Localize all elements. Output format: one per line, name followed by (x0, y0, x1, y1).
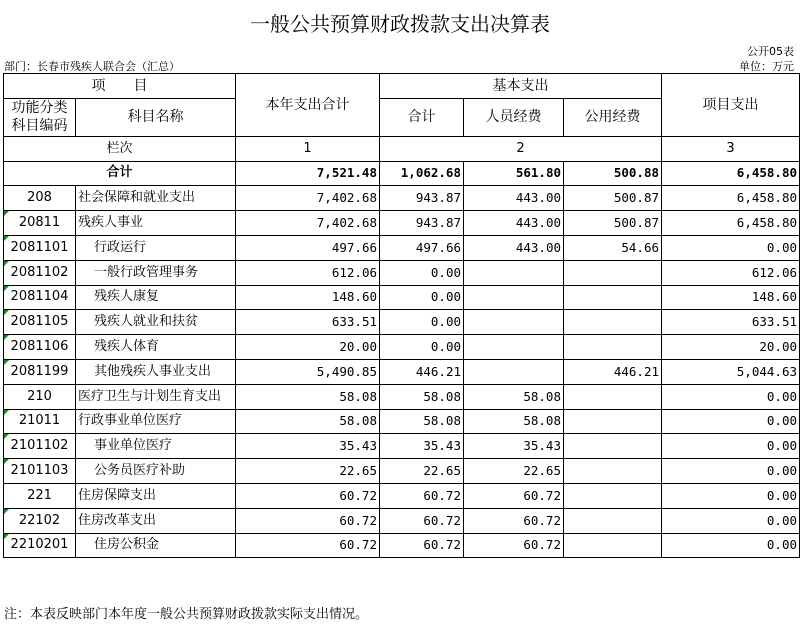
row-basic-total: 0.00 (380, 335, 464, 360)
table-row (4, 211, 800, 236)
row-public (564, 310, 662, 335)
row-code: 2081102 (4, 260, 76, 285)
row-code: 20811 (4, 211, 76, 236)
row-public: 500.87 (564, 186, 662, 211)
row-basic-total: 0.00 (380, 285, 464, 310)
row-total: 60.72 (236, 508, 380, 533)
row-code: 2210201 (4, 533, 76, 558)
row-name: 住房改革支出 (76, 508, 236, 533)
row-project: 6,458.80 (662, 186, 800, 211)
row-basic-total: 58.08 (380, 384, 464, 409)
public-header: 公用经费 (564, 98, 662, 136)
unit-label: 单位：万元 (739, 60, 794, 73)
row-personnel: 443.00 (464, 186, 564, 211)
row-total: 60.72 (236, 483, 380, 508)
row-code: 2081101 (4, 235, 76, 260)
row-name: 残疾人康复 (76, 285, 236, 310)
column-no-3: 3 (662, 136, 800, 161)
footnote: 注：本表反映部门本年度一般公共预算财政拨款实际支出情况。 (4, 607, 369, 622)
department-label: 部门：长春市残疾人联合会（汇总） (4, 60, 180, 73)
table-row (4, 409, 800, 434)
row-project: 0.00 (662, 459, 800, 484)
row-name: 行政运行 (76, 235, 236, 260)
row-project: 0.00 (662, 508, 800, 533)
row-total: 633.51 (236, 310, 380, 335)
row-public: 54.66 (564, 235, 662, 260)
table-row (4, 235, 800, 260)
row-personnel: 60.72 (464, 533, 564, 558)
row-personnel: 443.00 (464, 211, 564, 236)
row-project: 148.60 (662, 285, 800, 310)
row-personnel (464, 260, 564, 285)
row-personnel: 35.43 (464, 434, 564, 459)
row-project: 612.06 (662, 260, 800, 285)
basic-total-header: 合计 (380, 98, 464, 136)
row-public (564, 459, 662, 484)
table-row (4, 310, 800, 335)
row-public (564, 508, 662, 533)
page-title: 一般公共预算财政拨款支出决算表 (250, 12, 550, 36)
row-total: 58.08 (236, 409, 380, 434)
row-public (564, 409, 662, 434)
row-code: 2081106 (4, 335, 76, 360)
row-basic-total: 497.66 (380, 235, 464, 260)
row-name: 一般行政管理事务 (76, 260, 236, 285)
row-basic-total: 0.00 (380, 260, 464, 285)
row-code: 22102 (4, 508, 76, 533)
table-row (4, 434, 800, 459)
row-project: 633.51 (662, 310, 800, 335)
summary-label: 合计 (4, 161, 236, 186)
row-code: 2101103 (4, 459, 76, 484)
row-total: 20.00 (236, 335, 380, 360)
personnel-header: 人员经费 (464, 98, 564, 136)
row-total: 7,402.68 (236, 211, 380, 236)
column-no-label: 栏次 (4, 136, 236, 161)
row-basic-total: 446.21 (380, 359, 464, 384)
row-personnel: 60.72 (464, 483, 564, 508)
expenditure-table (3, 73, 800, 558)
row-name: 事业单位医疗 (76, 434, 236, 459)
row-basic-total: 0.00 (380, 310, 464, 335)
row-public (564, 285, 662, 310)
row-public (564, 335, 662, 360)
row-name: 行政事业单位医疗 (76, 409, 236, 434)
summary-basic-total: 1,062.68 (380, 161, 464, 186)
row-public (564, 260, 662, 285)
row-code: 2101102 (4, 434, 76, 459)
summary-total: 7,521.48 (236, 161, 380, 186)
row-total: 22.65 (236, 459, 380, 484)
row-name: 医疗卫生与计划生育支出 (76, 384, 236, 409)
table-row (4, 186, 800, 211)
basic-header: 基本支出 (380, 74, 662, 99)
row-total: 58.08 (236, 384, 380, 409)
row-basic-total: 60.72 (380, 483, 464, 508)
row-basic-total: 60.72 (380, 533, 464, 558)
table-row (4, 359, 800, 384)
row-basic-total: 60.72 (380, 508, 464, 533)
row-project: 6,458.80 (662, 211, 800, 236)
row-total: 7,402.68 (236, 186, 380, 211)
row-project: 0.00 (662, 483, 800, 508)
row-personnel (464, 335, 564, 360)
row-project: 0.00 (662, 235, 800, 260)
row-public (564, 533, 662, 558)
row-name: 残疾人体育 (76, 335, 236, 360)
table-code: 公开05表 (747, 45, 794, 58)
row-project: 0.00 (662, 384, 800, 409)
row-public (564, 483, 662, 508)
row-name: 残疾人就业和扶贫 (76, 310, 236, 335)
row-name: 其他残疾人事业支出 (76, 359, 236, 384)
row-code: 221 (4, 483, 76, 508)
row-basic-total: 22.65 (380, 459, 464, 484)
row-public: 500.87 (564, 211, 662, 236)
row-project: 20.00 (662, 335, 800, 360)
row-public (564, 434, 662, 459)
summary-project: 6,458.80 (662, 161, 800, 186)
row-personnel: 443.00 (464, 235, 564, 260)
table-row (4, 384, 800, 409)
row-basic-total: 943.87 (380, 186, 464, 211)
row-code: 2081104 (4, 285, 76, 310)
project-header: 项目支出 (662, 74, 800, 137)
row-basic-total: 943.87 (380, 211, 464, 236)
row-total: 60.72 (236, 533, 380, 558)
row-total: 148.60 (236, 285, 380, 310)
row-public: 446.21 (564, 359, 662, 384)
row-personnel (464, 310, 564, 335)
summary-personnel: 561.80 (464, 161, 564, 186)
table-row (4, 335, 800, 360)
row-total: 612.06 (236, 260, 380, 285)
summary-public: 500.88 (564, 161, 662, 186)
total-current-header: 本年支出合计 (236, 74, 380, 137)
table-row (4, 483, 800, 508)
row-personnel: 22.65 (464, 459, 564, 484)
table-row (4, 285, 800, 310)
row-personnel: 60.72 (464, 508, 564, 533)
row-total: 497.66 (236, 235, 380, 260)
row-code: 21011 (4, 409, 76, 434)
row-project: 0.00 (662, 533, 800, 558)
func-code-header: 功能分类 科目编码 (4, 98, 76, 136)
row-name: 住房保障支出 (76, 483, 236, 508)
row-public (564, 384, 662, 409)
row-code: 208 (4, 186, 76, 211)
row-personnel (464, 359, 564, 384)
row-code: 2081105 (4, 310, 76, 335)
row-project: 5,044.63 (662, 359, 800, 384)
row-personnel: 58.08 (464, 384, 564, 409)
row-name: 住房公积金 (76, 533, 236, 558)
row-basic-total: 58.08 (380, 409, 464, 434)
row-name: 公务员医疗补助 (76, 459, 236, 484)
table-row (4, 260, 800, 285)
table-row (4, 533, 800, 558)
row-project: 0.00 (662, 434, 800, 459)
row-name: 残疾人事业 (76, 211, 236, 236)
table-row (4, 459, 800, 484)
subject-name-header: 科目名称 (76, 98, 236, 136)
item-header: 项 目 (4, 74, 236, 99)
column-no-2: 2 (380, 136, 662, 161)
row-code: 2081199 (4, 359, 76, 384)
row-code: 210 (4, 384, 76, 409)
table-row (4, 508, 800, 533)
row-total: 35.43 (236, 434, 380, 459)
row-total: 5,490.85 (236, 359, 380, 384)
column-no-1: 1 (236, 136, 380, 161)
row-personnel (464, 285, 564, 310)
row-personnel: 58.08 (464, 409, 564, 434)
row-project: 0.00 (662, 409, 800, 434)
row-name: 社会保障和就业支出 (76, 186, 236, 211)
row-basic-total: 35.43 (380, 434, 464, 459)
